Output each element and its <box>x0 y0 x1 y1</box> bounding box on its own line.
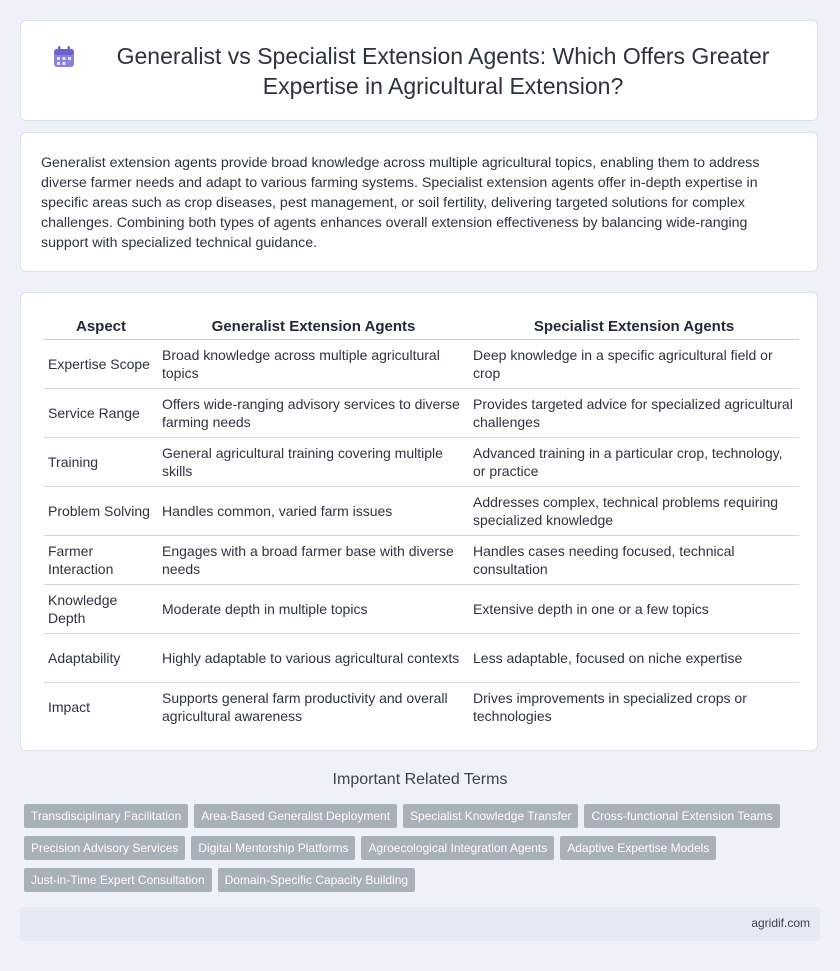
generalist-cell: Moderate depth in multiple topics <box>158 585 469 634</box>
aspect-cell: Problem Solving <box>44 487 158 536</box>
table-row <box>44 438 799 487</box>
table-header-row <box>44 311 799 340</box>
generalist-cell: Engages with a broad farmer base with diverse needs <box>158 536 469 585</box>
generalist-cell: Offers wide-ranging advisory services to diverse farming needs <box>158 389 469 438</box>
specialist-cell: Handles cases needing focused, technical consultation <box>469 536 799 585</box>
related-term-tag[interactable]: Adaptive Expertise Models <box>560 836 716 860</box>
aspect-cell: Farmer Interaction <box>44 536 158 585</box>
column-header-aspect: Aspect <box>44 311 158 340</box>
column-header-specialist: Specialist Extension Agents <box>469 311 799 340</box>
specialist-cell: Drives improvements in specialized crops or technologies <box>473 690 747 724</box>
generalist-cell: Broad knowledge across multiple agricultural topics <box>158 340 469 389</box>
specialist-cell: Provides targeted advice for specialized agricultural challenges <box>469 389 799 438</box>
related-term-tag[interactable]: Area-Based Generalist Deployment <box>194 804 397 828</box>
comparison-table <box>44 311 799 731</box>
table-row <box>44 683 799 732</box>
aspect-cell: Impact <box>48 699 91 715</box>
related-term-tag[interactable]: Digital Mentorship Platforms <box>191 836 355 860</box>
related-term-tag[interactable]: Domain-Specific Capacity Building <box>218 868 415 892</box>
generalist-cell: Handles common, varied farm issues <box>158 487 469 536</box>
related-term-tag[interactable]: Just-in-Time Expert Consultation <box>24 868 212 892</box>
table-row <box>44 487 799 536</box>
comparison-table-card <box>20 292 818 751</box>
footer-site-link[interactable]: agridif.com <box>751 916 810 930</box>
table-row <box>44 389 799 438</box>
specialist-cell: Extensive depth in one or a few topics <box>469 585 799 634</box>
aspect-cell: Expertise Scope <box>44 340 158 389</box>
specialist-cell: Deep knowledge in a specific agricultural field or crop <box>469 340 799 389</box>
table-row <box>44 536 799 585</box>
related-term-tag[interactable]: Specialist Knowledge Transfer <box>403 804 578 828</box>
specialist-cell: Addresses complex, technical problems requiring specialized knowledge <box>469 487 799 536</box>
intro-text: Generalist extension agents provide broad knowledge across multiple agricultural topics, enabling them to address diverse farmer needs and adapt to various farming systems. Specialist extension agents offer in-depth expertise in specific areas such as crop diseases, pest management, or soil fertility, delivering targeted solutions for complex challenges. Combining both types of agents enhances overall extension effectiveness by balancing wide-ranging support with specialized technical guidance. <box>41 155 760 251</box>
aspect-cell: Training <box>44 438 158 487</box>
page-title: Generalist vs Specialist Extension Agents: Which Offers Greater Expertise in Agricultural Extension? <box>116 42 770 99</box>
related-term-tag[interactable]: Transdisciplinary Facilitation <box>24 804 188 828</box>
calendar-icon <box>51 44 77 70</box>
aspect-cell: Adaptability <box>44 634 158 683</box>
related-terms-list <box>24 804 804 892</box>
generalist-cell: General agricultural training covering multiple skills <box>158 438 469 487</box>
generalist-cell: Supports general farm productivity and overall agricultural awareness <box>162 690 448 724</box>
related-term-tag[interactable]: Cross-functional Extension Teams <box>584 804 779 828</box>
aspect-cell: Service Range <box>44 389 158 438</box>
related-term-tag[interactable]: Agroecological Integration Agents <box>361 836 554 860</box>
specialist-cell: Advanced training in a particular crop, technology, or practice <box>469 438 799 487</box>
intro-card <box>20 132 818 272</box>
generalist-cell: Highly adaptable to various agricultural contexts <box>158 634 469 683</box>
related-terms-heading: Important Related Terms <box>332 771 508 788</box>
header-card <box>20 20 818 121</box>
specialist-cell: Less adaptable, focused on niche expertise <box>469 634 799 683</box>
table-row <box>44 634 799 683</box>
table-row <box>44 585 799 634</box>
footer-bar <box>20 907 820 941</box>
related-term-tag[interactable]: Precision Advisory Services <box>24 836 185 860</box>
column-header-generalist: Generalist Extension Agents <box>158 311 469 340</box>
aspect-cell: Knowledge Depth <box>44 585 158 634</box>
table-row <box>44 340 799 389</box>
